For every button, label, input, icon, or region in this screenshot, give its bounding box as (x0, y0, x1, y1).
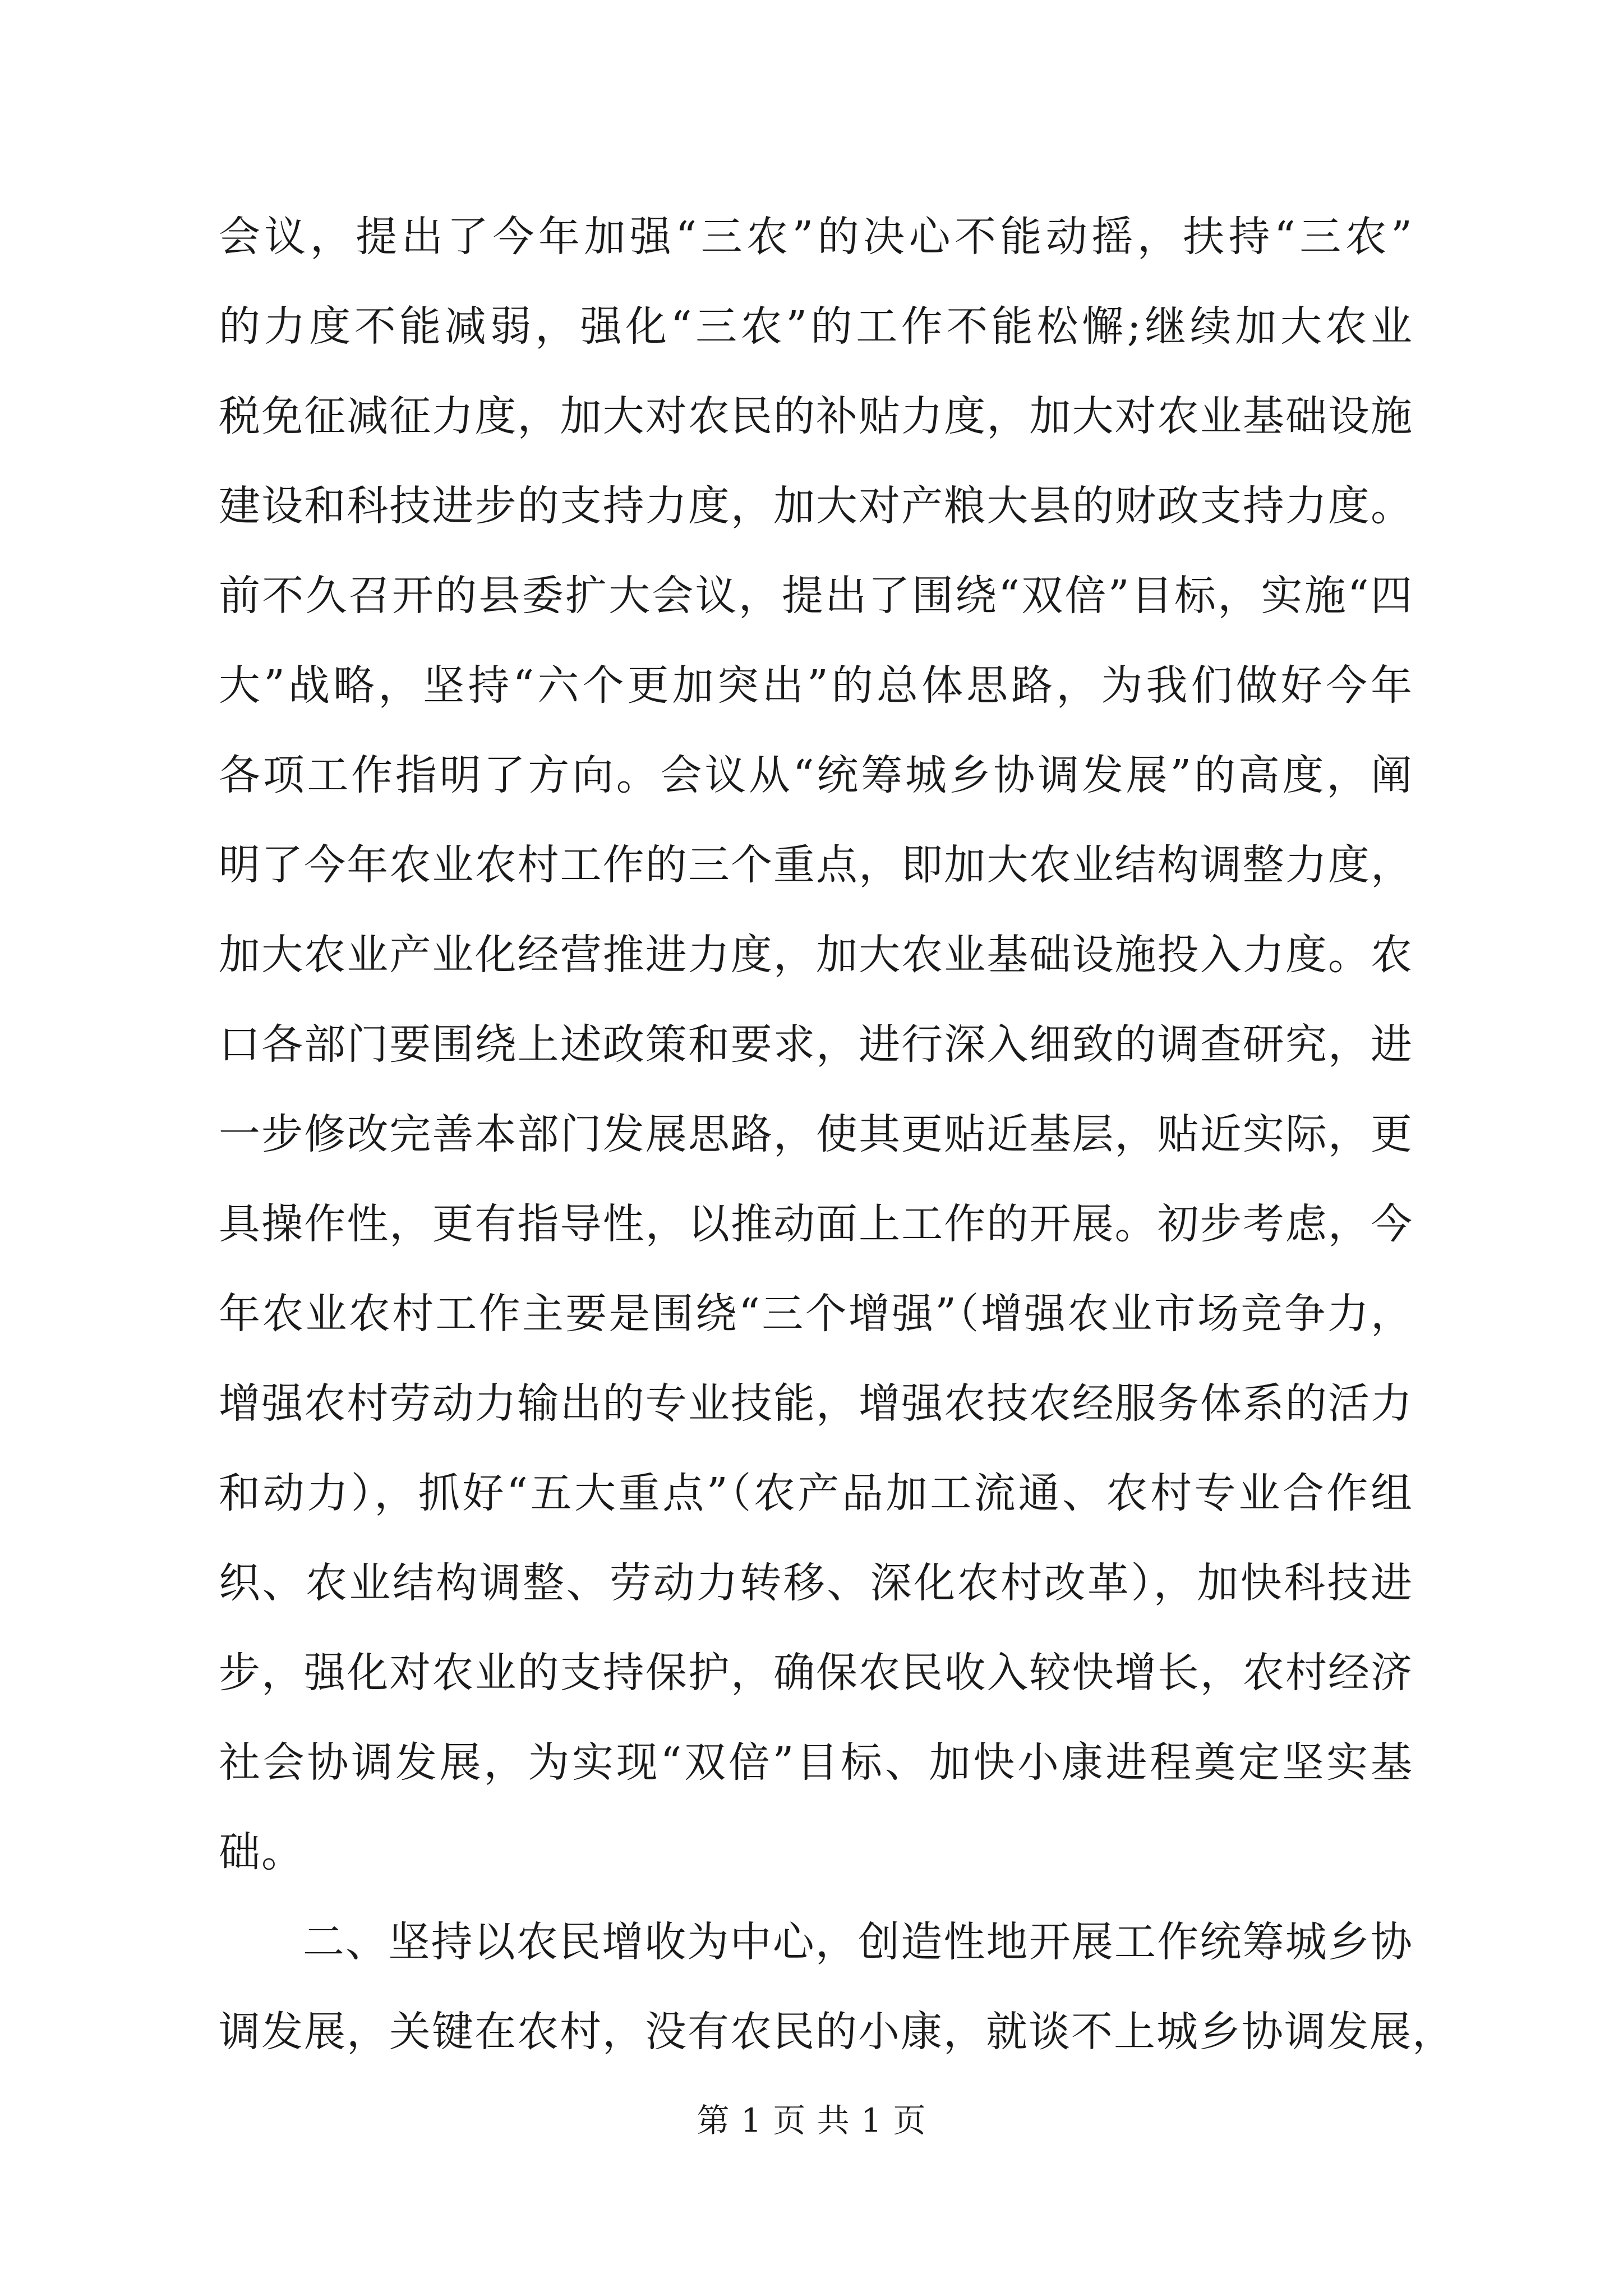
text-line: 税免征减征力度，加大对农民的补贴力度，加大对农业基础设施 (219, 392, 1413, 440)
text-line: 调发展，关键在农村，没有农民的小康，就谈不上城乡协调发展， (219, 2008, 1455, 2056)
text-line: 大”战略，坚持“六个更加突出”的总体思路，为我们做好今年 (219, 661, 1413, 710)
text-line: 增强农村劳动力输出的专业技能，增强农技农经服务体系的活力 (219, 1379, 1413, 1428)
text-line: 社会协调发展，为实现“双倍”目标、加快小康进程奠定坚实基 (219, 1738, 1413, 1787)
text-line: 明了今年农业农村工作的三个重点，即加大农业结构调整力度， (219, 841, 1413, 889)
text-line: 加大农业产业化经营推进力度，加大农业基础设施投入力度。农 (219, 931, 1413, 979)
text-line: 具操作性，更有指导性，以推动面上工作的开展。初步考虑，今 (219, 1200, 1413, 1248)
text-line: 一步修改完善本部门发展思路，使其更贴近基层，贴近实际，更 (219, 1110, 1413, 1158)
page-footer: 第 1 页 共 1 页 (697, 2101, 926, 2139)
text-line: 和动力），抓好“五大重点”（农产品加工流通、农村专业合作组 (219, 1469, 1413, 1517)
text-line: 年农业农村工作主要是围绕“三个增强”（增强农业市场竞争力， (219, 1290, 1413, 1338)
text-line: 础。 (219, 1828, 304, 1876)
body-text (219, 209, 1455, 2093)
text-line: 的力度不能减弱，强化“三农”的工作不能松懈;继续加大农业 (219, 302, 1413, 351)
text-line: 各项工作指明了方向。会议从“统筹城乡协调发展”的高度，阐 (219, 751, 1413, 799)
text-line: 建设和科技进步的支持力度，加大对产粮大县的财政支持力度。 (219, 482, 1413, 530)
text-line: 织、农业结构调整、劳动力转移、深化农村改革），加快科技进 (219, 1559, 1413, 1607)
text-line: 口各部门要围绕上述政策和要求，进行深入细致的调查研究，进 (219, 1020, 1413, 1069)
text-line: 会议，提出了今年加强“三农”的决心不能动摇，扶持“三农” (219, 213, 1413, 261)
text-line: 步，强化对农业的支持保护，确保农民收入较快增长，农村经济 (219, 1649, 1413, 1697)
section-heading-line: 二、坚持以农民增收为中心，创造性地开展工作统筹城乡协 (303, 1918, 1413, 1966)
text-line: 前不久召开的县委扩大会议，提出了围绕“双倍”目标，实施“四 (219, 572, 1413, 620)
